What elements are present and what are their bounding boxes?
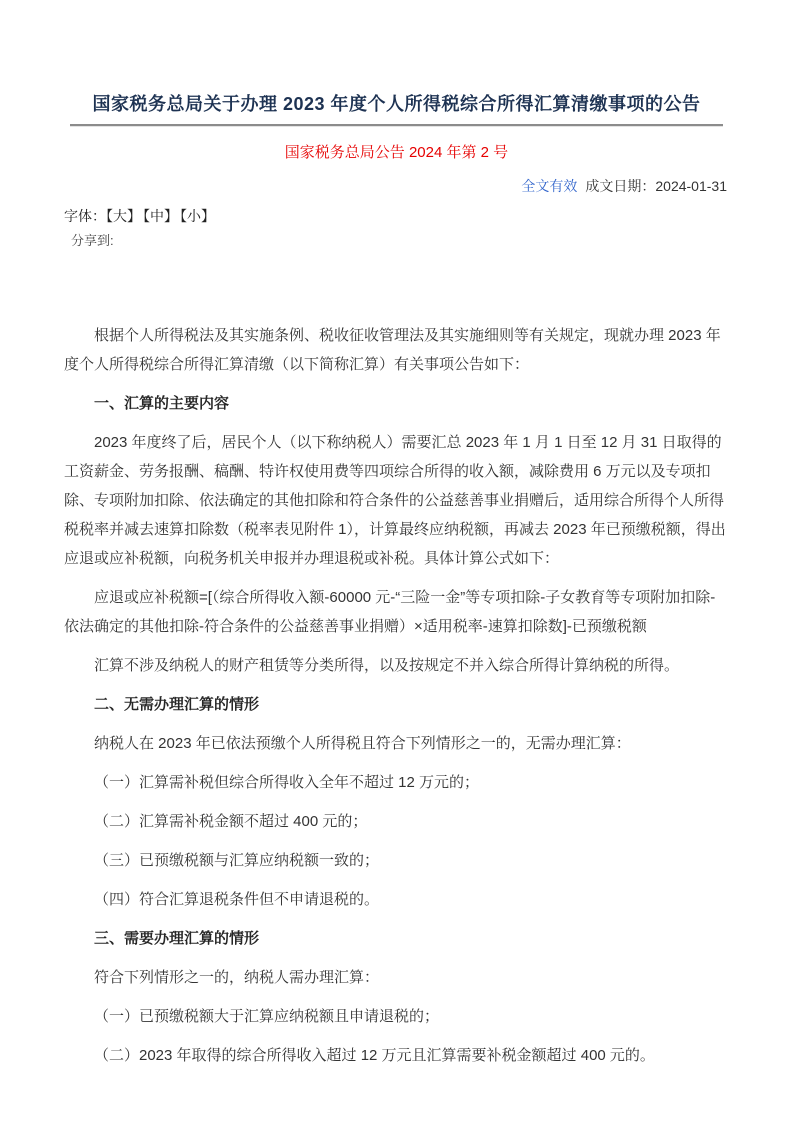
paragraph-intro: 根据个人所得税法及其实施条例、税收征收管理法及其实施细则等有关规定，现就办理 2023 年度个人所得税综合所得汇算清缴（以下简称汇算）有关事项公告如下：: [64, 327, 721, 373]
date-label: 成文日期：: [585, 178, 656, 194]
font-size-large-button[interactable]: 【大】: [106, 208, 141, 224]
title-divider: [70, 124, 723, 127]
font-size-label: 字体：: [64, 208, 106, 224]
section-heading-3: 三、需要办理汇算的情形: [94, 930, 260, 947]
date-value: 2024-01-31: [655, 178, 727, 194]
list-item: （四）符合汇算退税条件但不申请退税的。: [94, 891, 380, 908]
paragraph-formula: 应退或应补税额=[（综合所得收入额-60000 元-“三险一金”等专项扣除-子女教育等专项附加扣除-依法确定的其他扣除-符合条件的公益慈善事业捐赠）×适用税率-速算扣除数]-已预缴税额: [64, 589, 716, 635]
font-size-medium-button[interactable]: 【中】: [143, 208, 178, 224]
document-title: 国家税务总局关于办理 2023 年度个人所得税综合所得汇算清缴事项的公告: [92, 94, 701, 114]
list-item: （二）汇算需补税金额不超过 400 元的；: [94, 813, 368, 830]
document-meta-row: [64, 177, 729, 195]
share-label: 分享到:: [71, 233, 114, 248]
list-item: （一）汇算需补税但综合所得收入全年不超过 12 万元的；: [94, 774, 480, 791]
paragraph: 符合下列情形之一的，纳税人需办理汇算：: [94, 969, 380, 986]
font-size-small-button[interactable]: 【小】: [180, 208, 215, 224]
font-size-row: [64, 207, 729, 225]
list-item: （二）2023 年取得的综合所得收入超过 12 万元且汇算需要补税金额超过 400 元的。: [94, 1047, 655, 1064]
document-number: 国家税务总局公告 2024 年第 2 号: [284, 144, 509, 161]
list-item: （三）已预缴税额与汇算应纳税额一致的；: [94, 852, 380, 869]
paragraph: 纳税人在 2023 年已依法预缴个人所得税且符合下列情形之一的，无需办理汇算：: [94, 735, 631, 752]
share-icons-area: [64, 249, 729, 311]
paragraph: 2023 年度终了后，居民个人（以下称纳税人）需要汇总 2023 年 1 月 1 日至 12 月 31 日取得的工资薪金、劳务报酬、稿酬、特许权使用费等四项综合所得的收入额，减除费用 6 万元以及专项扣除、专项附加扣除、依法确定的其他扣除和符合条件的公益慈善事业捐赠后，适用综合所得个人所得税税率并减去速算扣除数（税率表见附件 1），计算最终应纳税额，再减去 2023 年已预缴税额，得出应退或应补税额，向税务机关申报并办理退税或补税。具体计算公式如下：: [64, 434, 726, 567]
share-row: [64, 233, 729, 249]
status-label: 全文有效: [521, 178, 578, 194]
section-heading-2: 二、无需办理汇算的情形: [94, 696, 260, 713]
paragraph: 汇算不涉及纳税人的财产租赁等分类所得，以及按规定不并入综合所得计算纳税的所得。: [94, 657, 680, 674]
list-item: （一）已预缴税额大于汇算应纳税额且申请退税的；: [94, 1008, 440, 1025]
section-heading-1: 一、汇算的主要内容: [94, 395, 230, 412]
document-body: [64, 321, 729, 1070]
